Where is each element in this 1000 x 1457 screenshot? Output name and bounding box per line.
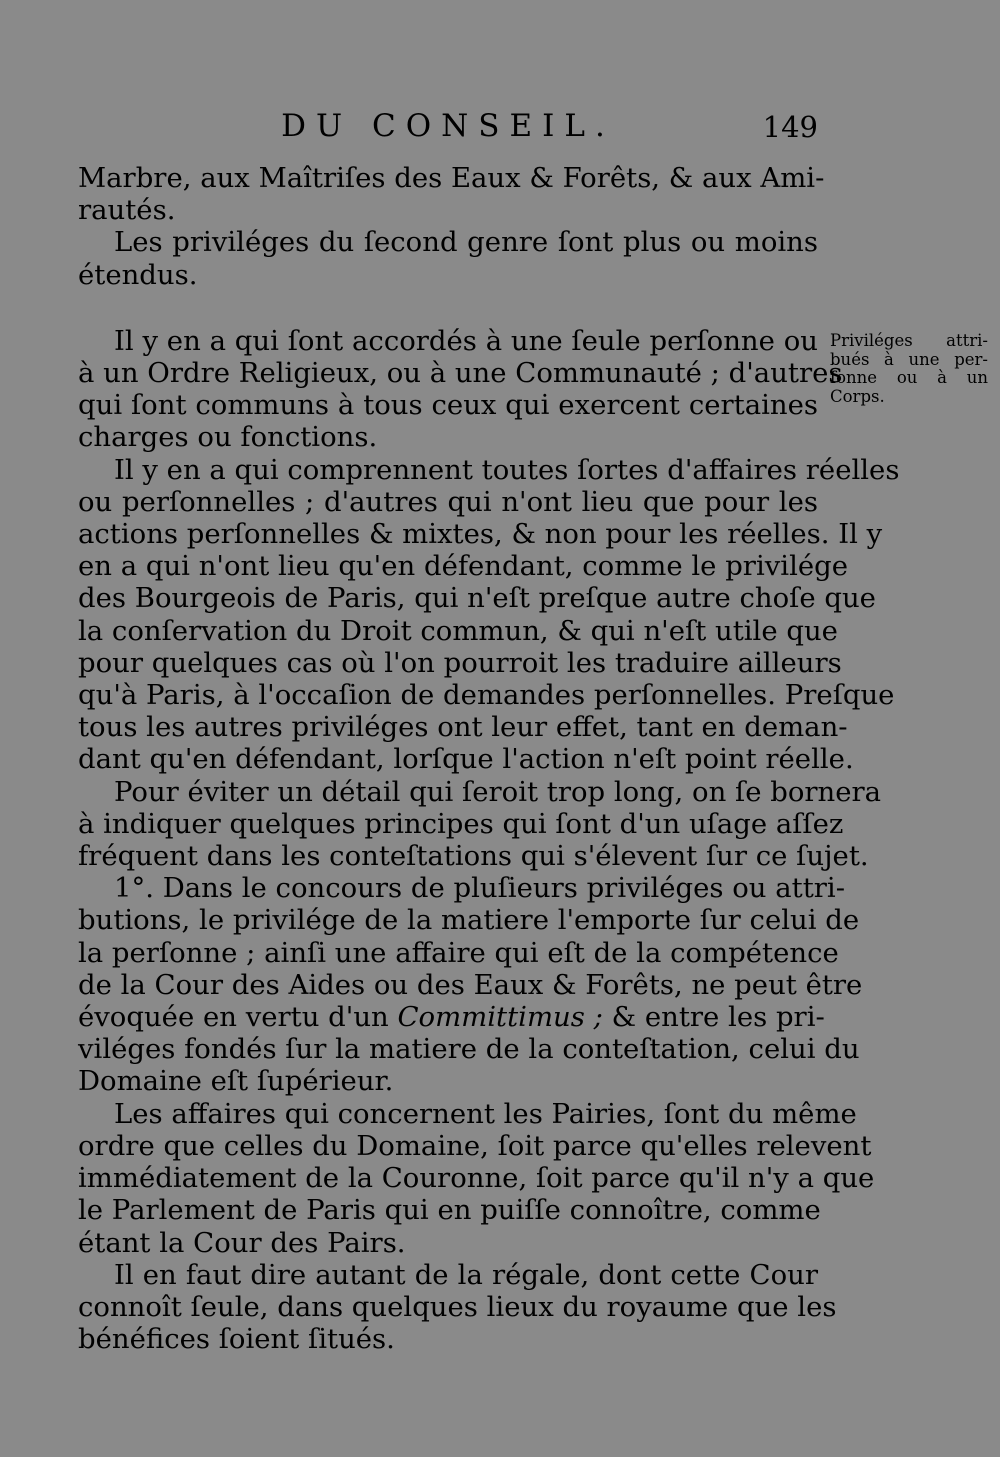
text-line: tous les autres priviléges ont leur effet, tant en deman- (78, 711, 848, 744)
text-line: la conſervation du Droit commun, & qui n'eſt utile que (78, 614, 838, 647)
italic-term: Committimus ; (397, 1001, 603, 1034)
text-line: actions perſonnelles & mixtes, & non pour les réelles. Il y (78, 518, 883, 551)
paragraph-7 (78, 1097, 875, 1259)
text-line: à indiquer quelques principes qui ſont d'un uſage aſſez (78, 807, 844, 840)
text-line: le Parlement de Paris qui en puiſſe connoître, comme (78, 1194, 821, 1227)
paragraph-3 (78, 324, 843, 454)
text-line: la perſonne ; ainſi une affaire qui eſt de la compétence (78, 936, 839, 969)
text-line: fréquent dans les conteſtations qui s'élevent ſur ce ſujet. (78, 840, 869, 873)
text-line: étendus. (78, 258, 198, 291)
page-number: 149 (762, 110, 818, 144)
text-line: de la Cour des Aides ou des Eaux & Forêts, ne peut être (78, 968, 863, 1001)
margin-note-line: ſonne ou à un (830, 368, 988, 387)
text-line: des Bourgeois de Paris, qui n'eſt preſque autre choſe que (78, 582, 876, 615)
text-line: Pour éviter un détail qui ſeroit trop long, on ſe bornera (114, 775, 882, 808)
section-gap (78, 291, 818, 325)
text-line-with-italic (78, 1001, 825, 1034)
running-header (78, 108, 818, 152)
text-fragment: évoquée en vertu d'un (78, 1001, 389, 1034)
paragraph-5 (78, 775, 882, 873)
text-line: étant la Cour des Pairs. (78, 1226, 406, 1259)
text-line: rautés. (78, 194, 176, 227)
margin-note-line: bués à une per- (830, 349, 988, 369)
text-line: Marbre, aux Maîtriſes des Eaux & Forêts, & aux Ami- (78, 162, 825, 194)
paragraph-4 (78, 453, 900, 776)
text-line: à un Ordre Religieux, ou à une Communauté ; d'autres (78, 357, 843, 390)
paragraph-6 (78, 872, 863, 1098)
margin-note-line: Priviléges attri- (830, 331, 988, 350)
paragraph-2 (78, 226, 818, 290)
text-line: ordre que celles du Domaine, ſoit parce qu'elles relevent (78, 1129, 872, 1162)
text-line: ou perſonnelles ; d'autres qui n'ont lieu que pour les (78, 485, 818, 518)
text-line: Il y en a qui comprennent toutes ſortes d'affaires réelles (114, 453, 900, 486)
margin-note (830, 332, 988, 406)
text-fragment: & entre les pri- (611, 1001, 825, 1034)
text-line: charges ou fonctions. (78, 421, 378, 454)
text-line: bénéfices ſoient ſitués. (78, 1323, 395, 1356)
text-line: qui ſont communs à tous ceux qui exercent certaines (78, 389, 818, 422)
text-line: connoît ſeule, dans quelques lieux du royaume que les (78, 1290, 837, 1323)
text-line: qu'à Paris, à l'occaſion de demandes perſonnelles. Preſque (78, 679, 895, 712)
paragraph-8 (78, 1258, 837, 1356)
text-line: 1°. Dans le concours de pluſieurs priviléges ou attri- (114, 872, 845, 905)
text-line: Les affaires qui concernent les Pairies, ſont du même (114, 1097, 857, 1130)
text-line: immédiatement de la Couronne, ſoit parce qu'il n'y a que (78, 1162, 875, 1195)
text-line: Les priviléges du ſecond genre ſont plus ou moins (114, 226, 818, 259)
text-line: butions, le privilége de la matiere l'emporte ſur celui de (78, 904, 860, 937)
text-line: en a qui n'ont lieu qu'en défendant, comme le privilége (78, 550, 849, 583)
text-line: viléges fondés ſur la matiere de la conteſtation, celui du (78, 1033, 860, 1066)
running-title: DU CONSEIL. (281, 108, 615, 144)
text-line: dant qu'en défendant, lorſque l'action n'eſt point réelle. (78, 743, 854, 776)
paragraph-1 (78, 162, 825, 227)
text-line: Domaine eſt ſupérieur. (78, 1065, 394, 1098)
text-line: Il y en a qui ſont accordés à une ſeule perſonne ou (114, 324, 818, 357)
text-line: pour quelques cas où l'on pourroit les traduire ailleurs (78, 646, 842, 679)
text-line: Il en faut dire autant de la régale, dont cette Cour (114, 1258, 818, 1291)
margin-note-line: Corps. (830, 386, 885, 406)
